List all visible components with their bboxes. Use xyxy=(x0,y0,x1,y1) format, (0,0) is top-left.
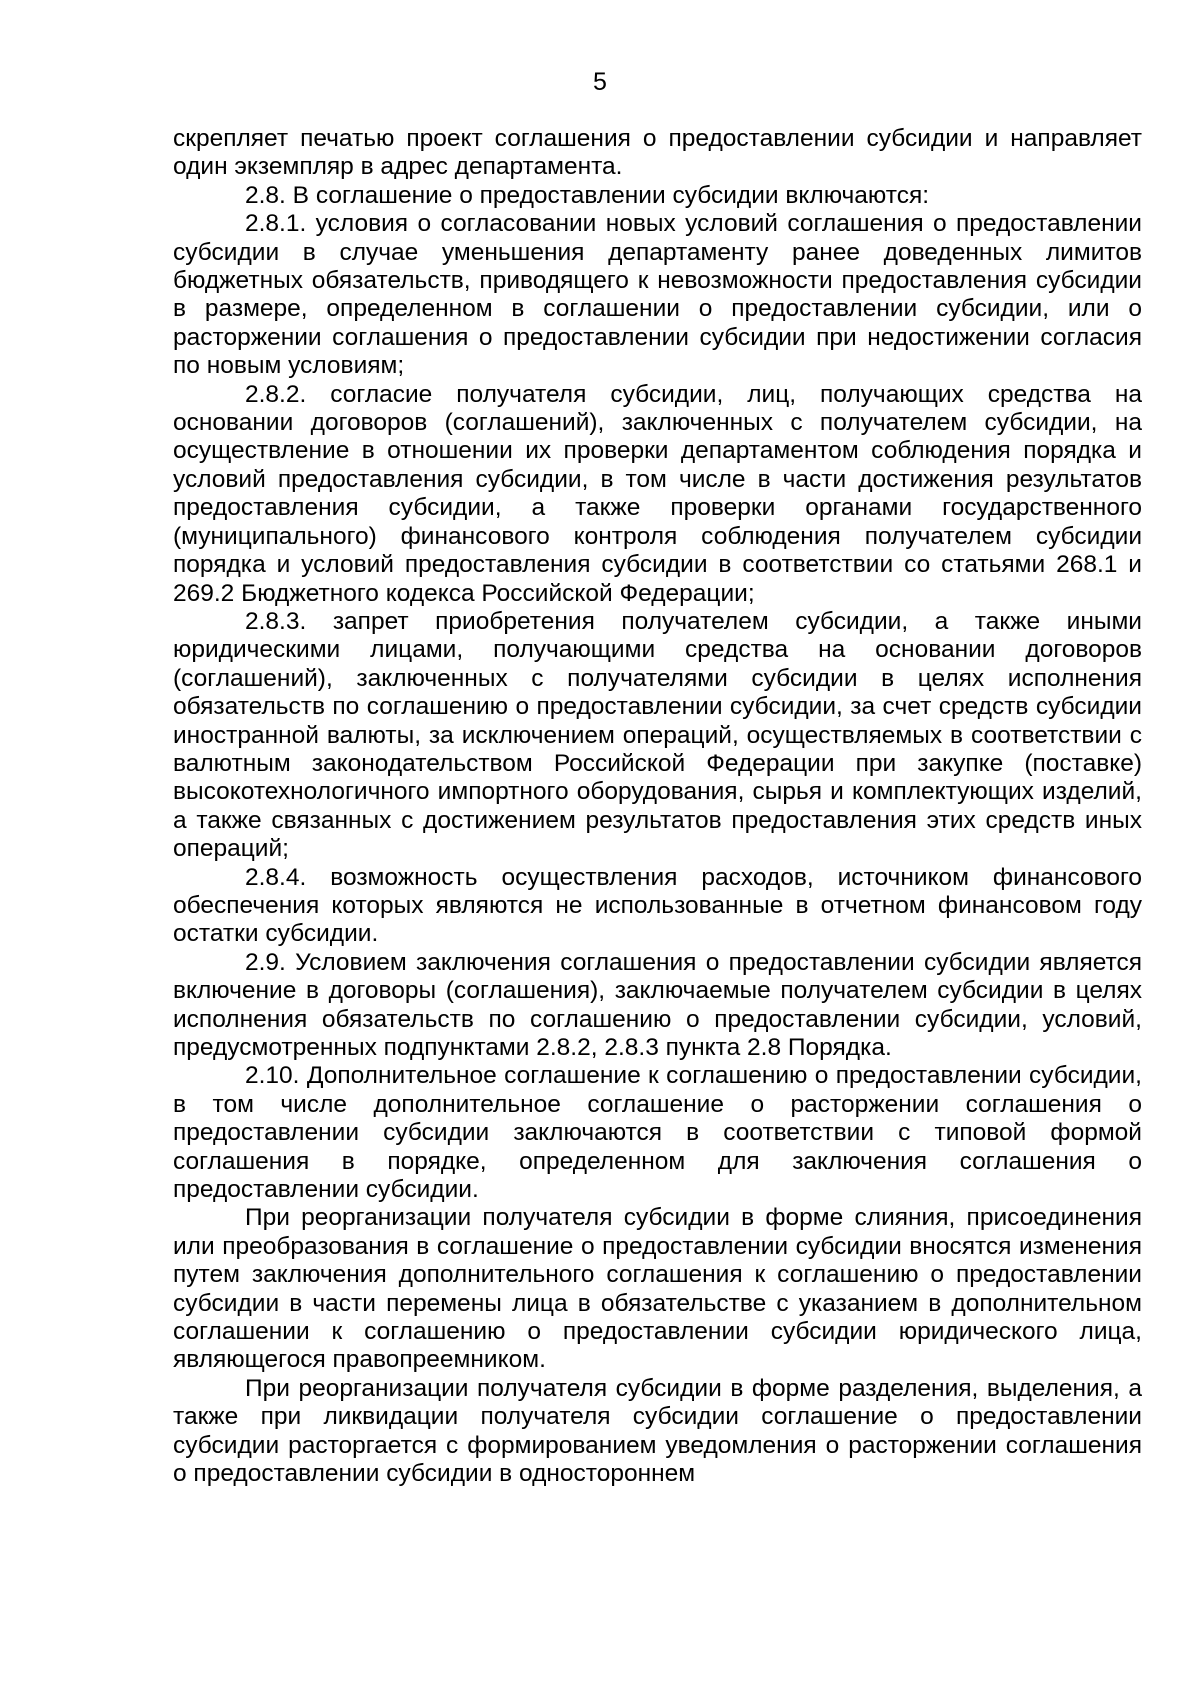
paragraph-2-8: 2.8. В соглашение о предоставлении субсидии включаются: xyxy=(245,181,930,209)
paragraph-2-8-3: 2.8.3. запрет приобретения получателем субсидии, а также иными юридическими лицами, получающими средства на основании договоров (соглашений), заключенных с получателями субсидии в целях исполнения обязательств по соглашению о предоставлении субсидии, за счет средств субсидии иностранной валюты, за исключением операций, осуществляемых в соответствии с валютным законодательством Российской Федерации при закупке (поставке) высокотехнологичного импортного оборудования, сырья и комплектующих изделий, а также связанных с достижением результатов предоставления этих средств иных операций; xyxy=(173,607,1142,863)
paragraph-2-8-2: 2.8.2. согласие получателя субсидии, лиц, получающих средства на основании договоров (соглашений), заключенных с получателем субсидии, на осуществление в отношении их проверки департаментом соблюдения порядка и условий предоставления субсидии, в том числе в части достижения результатов предоставления субсидии, а также проверки органами государственного (муниципального) финансового контроля соблюдения получателем субсидии порядка и условий предоставления субсидии в соответствии со статьями 268.1 и 269.2 Бюджетного кодекса Российской Федерации; xyxy=(173,380,1142,607)
paragraph-2-10: 2.10. Дополнительное соглашение к соглашению о предоставлении субсидии, в том числе дополнительное соглашение о расторжении соглашения о предоставлении субсидии заключаются в соответствии с типовой формой соглашения в порядке, определенном для заключения соглашения о предоставлении субсидии. xyxy=(173,1062,1142,1204)
paragraph-2-8-1: 2.8.1. условия о согласовании новых условий соглашения о предоставлении субсидии в случае уменьшения департаменту ранее доведенных лимитов бюджетных обязательств, приводящего к невозможности предоставления субсидии в размере, определенном в соглашении о предоставлении субсидии, или о расторжении соглашения о предоставлении субсидии при недостижении согласия по новым условиям; xyxy=(173,210,1142,380)
paragraph-2-8-4: 2.8.4. возможность осуществления расходов, источником финансового обеспечения которых являются не использованные в отчетном финансовом году остатки субсидии. xyxy=(173,863,1142,948)
page-number: 5 xyxy=(593,68,607,96)
paragraph-reorganization-division: При реорганизации получателя субсидии в форме разделения, выделения, а также при ликвидации получателя субсидии соглашение о предоставлении субсидии расторгается с формированием уведомления о расторжении соглашения о предоставлении субсидии в одностороннем xyxy=(173,1374,1142,1488)
paragraph-reorganization-merger: При реорганизации получателя субсидии в форме слияния, присоединения или преобразования в соглашение о предоставлении субсидии вносятся изменения путем заключения дополнительного соглашения к соглашению о предоставлении субсидии в части перемены лица в обязательстве с указанием в дополнительном соглашении к соглашению о предоставлении субсидии юридического лица, являющегося правопреемником. xyxy=(173,1204,1142,1374)
document-body xyxy=(173,125,1142,1489)
paragraph-continuation: скрепляет печатью проект соглашения о предоставлении субсидии и направляет один экземпляр в адрес департамента. xyxy=(173,125,1142,181)
paragraph-2-9: 2.9. Условием заключения соглашения о предоставлении субсидии является включение в договоры (соглашения), заключаемые получателем субсидии в целях исполнения обязательств по соглашению о предоставлении субсидии, условий, предусмотренных подпунктами 2.8.2, 2.8.3 пункта 2.8 Порядка. xyxy=(173,948,1142,1061)
